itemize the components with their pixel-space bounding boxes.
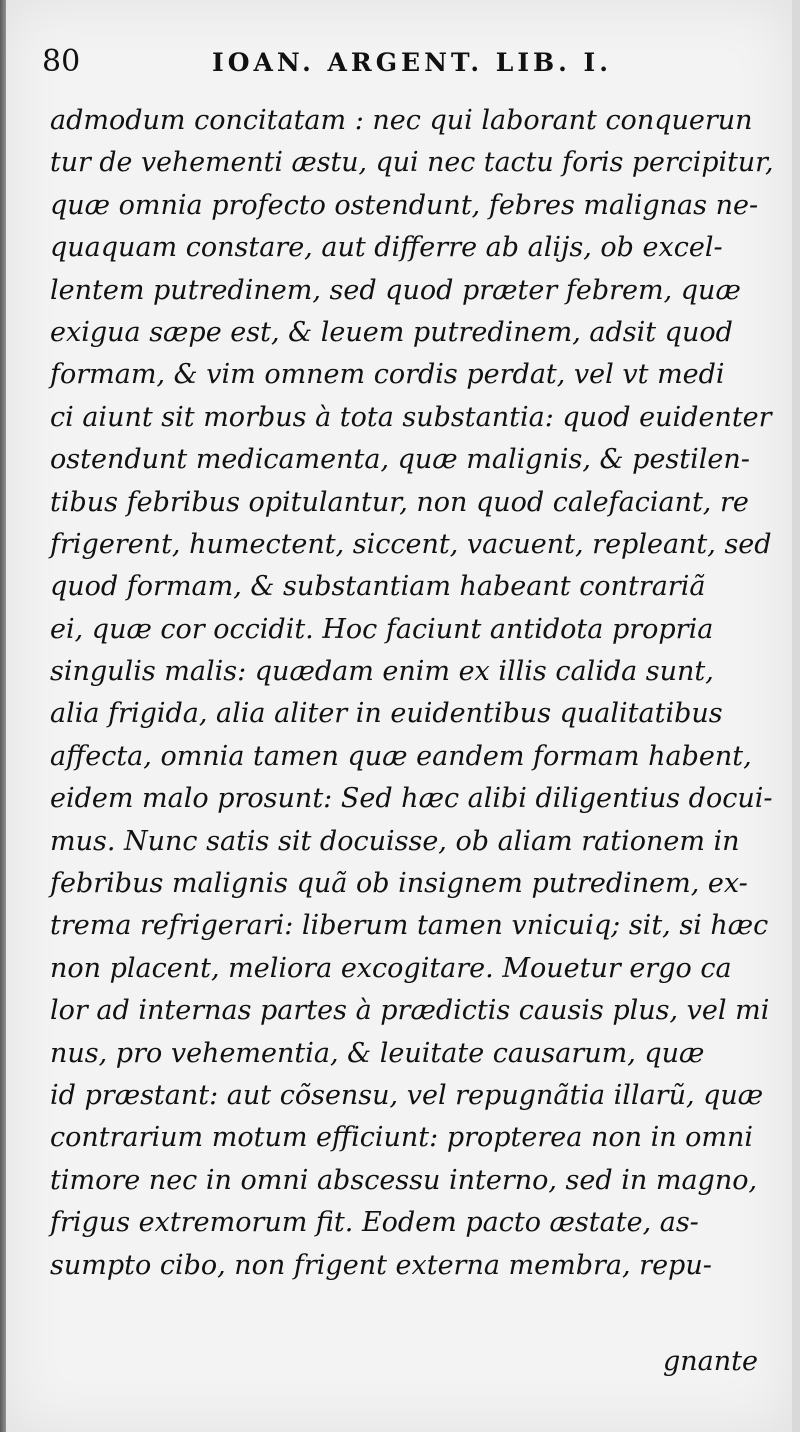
page-number: 80 xyxy=(42,44,81,79)
body-text xyxy=(50,100,782,1287)
text-line: id præstant: aut cõsensu, vel repugnãtia illarũ, quæ xyxy=(50,1079,764,1111)
text-line: lentem putredinem, sed quod præter febrem, quæ xyxy=(50,274,741,306)
text-line: admodum concitatam : nec qui laborant conquerun xyxy=(50,105,753,136)
text-line: quæ omnia profecto ostendunt, febres malignas ne- xyxy=(50,189,759,221)
text-line: quaquam constare, aut differre ab alijs, ob excel- xyxy=(50,232,723,264)
text-line: eidem malo prosunt: Sed hæc alibi diligentius docui- xyxy=(50,783,773,815)
text-line: singulis malis: quædam enim ex illis calida sunt, xyxy=(50,656,714,688)
text-line: formam, & vim omnem cordis perdat, vel vt medi xyxy=(50,359,725,391)
text-line: alia frigida, alia aliter in euidentibus qualitatibus xyxy=(50,698,723,730)
running-head: IOAN. ARGENT. LIB. I. xyxy=(212,48,612,77)
text-line: frigerent, humectent, siccent, vacuent, repleant, sed xyxy=(50,528,772,560)
text-line: lor ad internas partes à prædictis causis plus, vel mi xyxy=(50,995,770,1027)
text-line: tur de vehementi æstu, qui nec tactu foris percipitur, xyxy=(50,147,774,179)
text-line: ci aiunt sit morbus à tota substantia: quod euidenter xyxy=(50,401,772,433)
text-line: trema refrigerari: liberum tamen vnicuiq; sit, si hæc xyxy=(50,910,769,942)
text-line: quod formam, & substantiam habeant contrariã xyxy=(50,571,706,603)
text-line: sumpto cibo, non frigent externa membra, repu- xyxy=(50,1249,712,1281)
text-line: frigus extremorum fit. Eodem pacto æstate, as- xyxy=(50,1207,699,1239)
catchword: gnante xyxy=(663,1346,758,1377)
text-line: contrarium motum efficiunt: propterea non in omni xyxy=(50,1122,754,1154)
text-line: exigua sæpe est, & leuem putredinem, adsit quod xyxy=(50,316,733,348)
text-line: mus. Nunc satis sit docuisse, ob aliam rationem in xyxy=(50,825,740,857)
text-line: febribus malignis quã ob insignem putredinem, ex- xyxy=(50,868,748,900)
text-line: affecta, omnia tamen quæ eandem formam habent, xyxy=(50,740,752,772)
text-line: nus, pro vehementia, & leuitate causarum, quæ xyxy=(50,1037,705,1069)
text-line: non placent, meliora excogitare. Mouetur ergo ca xyxy=(50,952,732,984)
text-line: ei, quæ cor occidit. Hoc faciunt antidota propria xyxy=(50,613,714,645)
text-line: tibus febribus opitulantur, non quod calefaciant, re xyxy=(50,486,749,518)
book-page xyxy=(6,0,792,1432)
text-line: ostendunt medicamenta, quæ malignis, & pestilen- xyxy=(50,444,750,476)
text-line: timore nec in omni abscessu interno, sed in magno, xyxy=(50,1164,758,1196)
